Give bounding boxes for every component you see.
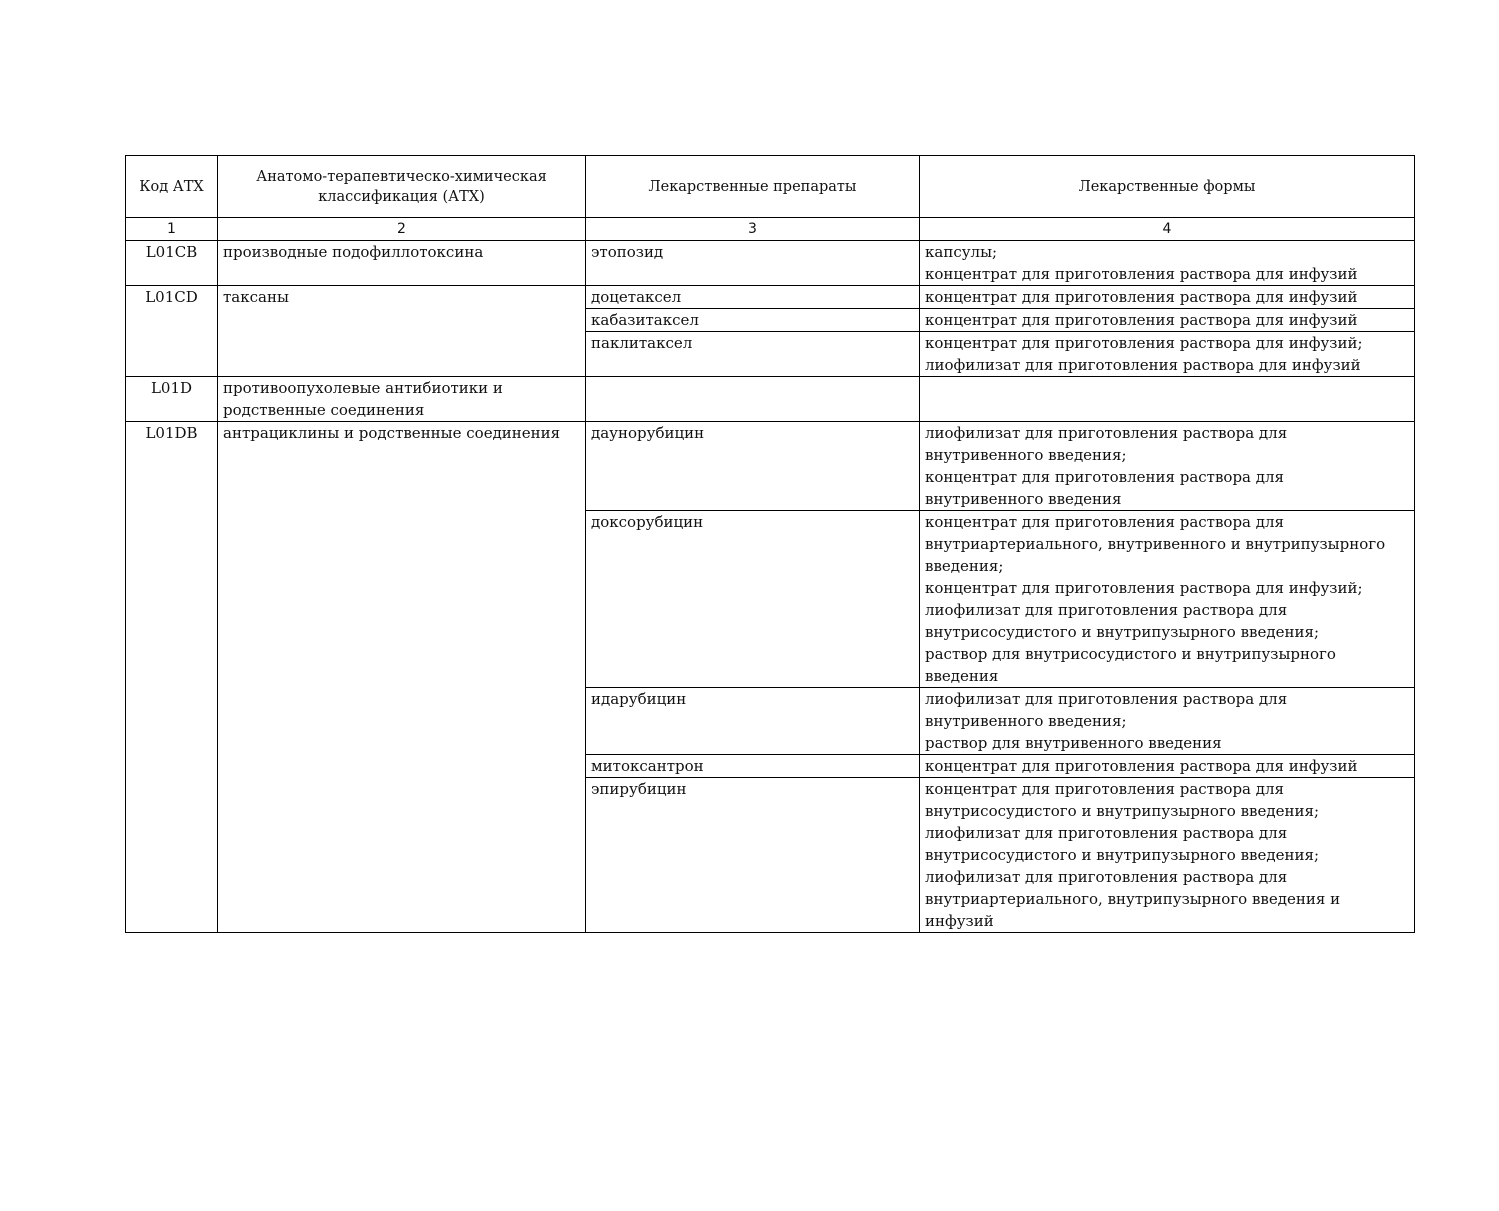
form-line: капсулы; xyxy=(925,243,998,261)
form-line: лиофилизат для приготовления раствора для xyxy=(925,424,1288,442)
drug-forms xyxy=(920,688,1415,755)
classification-line: противоопухолевые антибиотики и xyxy=(223,379,503,397)
classification-line: родственные соединения xyxy=(223,401,425,419)
form-line: концентрат для приготовления раствора для инфузий xyxy=(925,757,1358,775)
classification-line: антрациклины и родственные соединения xyxy=(223,424,561,442)
form-line: внутривенного введения; xyxy=(925,712,1127,730)
form-line: лиофилизат для приготовления раствора для xyxy=(925,824,1288,842)
classification-line: таксаны xyxy=(223,288,289,306)
form-line: введения; xyxy=(925,557,1004,575)
form-line: раствор для внутривенного введения xyxy=(925,734,1222,752)
drug-forms xyxy=(920,778,1415,933)
atx-code: L01CB xyxy=(126,241,218,286)
form-line xyxy=(925,377,1409,399)
drug-forms xyxy=(920,332,1415,377)
drug-name: идарубицин xyxy=(586,688,920,755)
form-line: внутрисосудистого и внутрипузырного введения; xyxy=(925,623,1319,641)
column-number: 2 xyxy=(218,218,586,241)
table-body xyxy=(126,241,1415,933)
drug-name: доцетаксел xyxy=(586,286,920,309)
column-number: 4 xyxy=(920,218,1415,241)
drug-name: эпирубицин xyxy=(586,778,920,933)
drug-forms xyxy=(920,511,1415,688)
table-row xyxy=(126,286,1415,309)
form-line: концентрат для приготовления раствора для инфузий xyxy=(925,288,1358,306)
form-line: инфузий xyxy=(925,912,994,930)
drug-forms xyxy=(920,377,1415,422)
form-line: концентрат для приготовления раствора для xyxy=(925,468,1284,486)
form-line: введения xyxy=(925,667,999,685)
atx-code: L01D xyxy=(126,377,218,422)
form-line: концентрат для приготовления раствора для инфузий; xyxy=(925,579,1363,597)
drug-name: доксорубицин xyxy=(586,511,920,688)
drug-name: кабазитаксел xyxy=(586,309,920,332)
form-line: лиофилизат для приготовления раствора для xyxy=(925,601,1288,619)
drug-name: митоксантрон xyxy=(586,755,920,778)
drug-forms xyxy=(920,241,1415,286)
form-line: концентрат для приготовления раствора для инфузий xyxy=(925,265,1358,283)
form-line: внутриартериального, внутрипузырного введения и xyxy=(925,890,1341,908)
form-line: внутривенного введения xyxy=(925,490,1122,508)
drug-name xyxy=(586,377,920,422)
column-number: 3 xyxy=(586,218,920,241)
header-classification: Анатомо-терапевтическо-химическая классификация (АТХ) xyxy=(218,156,586,218)
form-line: лиофилизат для приготовления раствора для инфузий xyxy=(925,356,1361,374)
form-line: концентрат для приготовления раствора для xyxy=(925,780,1284,798)
form-line: лиофилизат для приготовления раствора для xyxy=(925,690,1288,708)
header-code: Код АТХ xyxy=(126,156,218,218)
table-row xyxy=(126,422,1415,511)
header-drugs: Лекарственные препараты xyxy=(586,156,920,218)
column-number-row xyxy=(126,218,1415,241)
drug-forms xyxy=(920,309,1415,332)
table-row xyxy=(126,241,1415,286)
form-line: внутрисосудистого и внутрипузырного введения; xyxy=(925,802,1319,820)
form-line: концентрат для приготовления раствора для xyxy=(925,513,1284,531)
atx-code: L01CD xyxy=(126,286,218,377)
drug-name: этопозид xyxy=(586,241,920,286)
drug-forms xyxy=(920,755,1415,778)
header-forms: Лекарственные формы xyxy=(920,156,1415,218)
header-row xyxy=(126,156,1415,218)
form-line: внутривенного введения; xyxy=(925,446,1127,464)
drug-forms xyxy=(920,422,1415,511)
form-line: внутрисосудистого и внутрипузырного введения; xyxy=(925,846,1319,864)
atx-classification xyxy=(218,286,586,377)
column-number: 1 xyxy=(126,218,218,241)
atx-classification xyxy=(218,422,586,933)
atx-classification xyxy=(218,377,586,422)
atx-table xyxy=(125,155,1415,933)
table-row xyxy=(126,377,1415,422)
atx-code: L01DB xyxy=(126,422,218,933)
drug-name: паклитаксел xyxy=(586,332,920,377)
form-line: концентрат для приготовления раствора для инфузий xyxy=(925,311,1358,329)
atx-classification xyxy=(218,241,586,286)
drug-forms xyxy=(920,286,1415,309)
form-line: раствор для внутрисосудистого и внутрипузырного xyxy=(925,645,1336,663)
form-line: внутриартериального, внутривенного и внутрипузырного xyxy=(925,535,1386,553)
form-line: концентрат для приготовления раствора для инфузий; xyxy=(925,334,1363,352)
form-line: лиофилизат для приготовления раствора для xyxy=(925,868,1288,886)
drug-name: даунорубицин xyxy=(586,422,920,511)
classification-line: производные подофиллотоксина xyxy=(223,243,484,261)
